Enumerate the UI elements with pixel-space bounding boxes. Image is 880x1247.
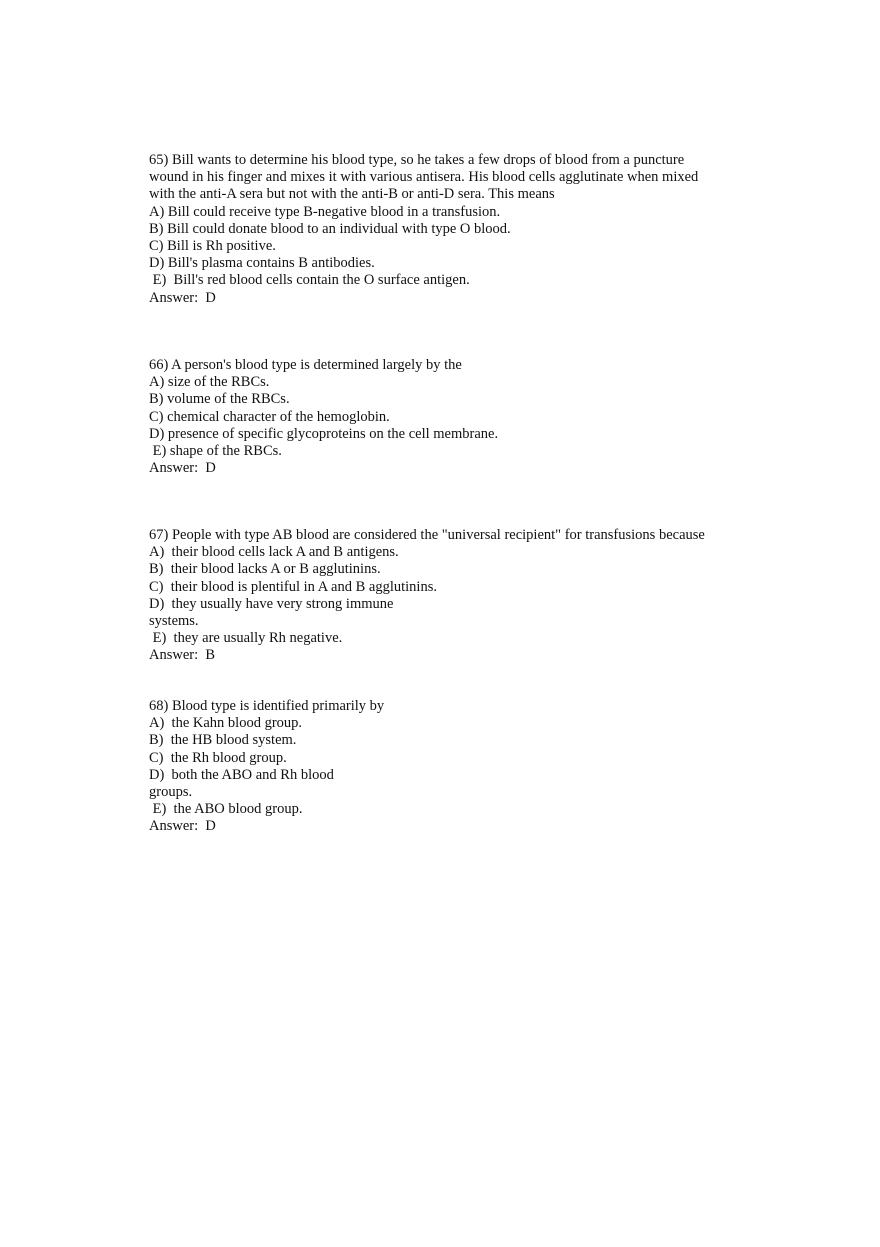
- answer-option-d: D) Bill's plasma contains B antibodies.: [149, 255, 375, 272]
- answer-option-b: B) volume of the RBCs.: [149, 391, 290, 408]
- answer-option-e: E) the ABO blood group.: [149, 801, 303, 818]
- answer-option-a: A) the Kahn blood group.: [149, 715, 303, 732]
- answer-option-b: B) the HB blood system.: [149, 732, 297, 749]
- answer-option-d: D) presence of specific glycoproteins on the cell membrane.: [149, 425, 499, 442]
- answer-option-d: D) both the ABO and Rh blood: [149, 766, 334, 783]
- question-65: [149, 152, 749, 307]
- answer-option-b: B) their blood lacks A or B agglutinins.: [149, 561, 381, 578]
- answer-option-d-continued: groups.: [149, 784, 193, 801]
- answer-option-a: A) size of the RBCs.: [149, 374, 270, 391]
- question-66: [149, 357, 749, 477]
- answer-option-d: D) they usually have very strong immune: [149, 595, 394, 612]
- question-68: [149, 698, 749, 836]
- answer-key: Answer: D: [149, 289, 216, 306]
- question-stem-line: 67) People with type AB blood are considered the "universal recipient" for transfusions because: [149, 527, 705, 543]
- question-stem-line: 65) Bill wants to determine his blood type, so he takes a few drops of blood from a puncture: [149, 152, 685, 168]
- question-67: [149, 527, 749, 665]
- answer-option-a: A) Bill could receive type B-negative blood in a transfusion.: [149, 203, 501, 220]
- answer-key: Answer: B: [149, 647, 216, 664]
- answer-option-c: C) the Rh blood group.: [149, 749, 287, 766]
- question-stem-line: 68) Blood type is identified primarily by: [149, 698, 385, 714]
- answer-option-a: A) their blood cells lack A and B antigens.: [149, 544, 399, 561]
- answer-key: Answer: D: [149, 460, 216, 477]
- question-stem-line: wound in his finger and mixes it with various antisera. His blood cells agglutinate when mixed: [149, 169, 699, 186]
- answer-key: Answer: D: [149, 818, 216, 835]
- answer-option-d-continued: systems.: [149, 613, 199, 630]
- answer-option-c: C) their blood is plentiful in A and B agglutinins.: [149, 578, 437, 595]
- answer-option-e: E) shape of the RBCs.: [149, 443, 282, 460]
- answer-option-b: B) Bill could donate blood to an individual with type O blood.: [149, 220, 511, 237]
- answer-option-e: E) Bill's red blood cells contain the O surface antigen.: [149, 272, 470, 289]
- question-stem-line: 66) A person's blood type is determined largely by the: [149, 357, 462, 373]
- answer-option-e: E) they are usually Rh negative.: [149, 630, 343, 647]
- question-stem-line: with the anti-A sera but not with the anti-B or anti-D sera. This means: [149, 186, 555, 203]
- answer-option-c: C) chemical character of the hemoglobin.: [149, 408, 390, 425]
- answer-option-c: C) Bill is Rh positive.: [149, 238, 276, 255]
